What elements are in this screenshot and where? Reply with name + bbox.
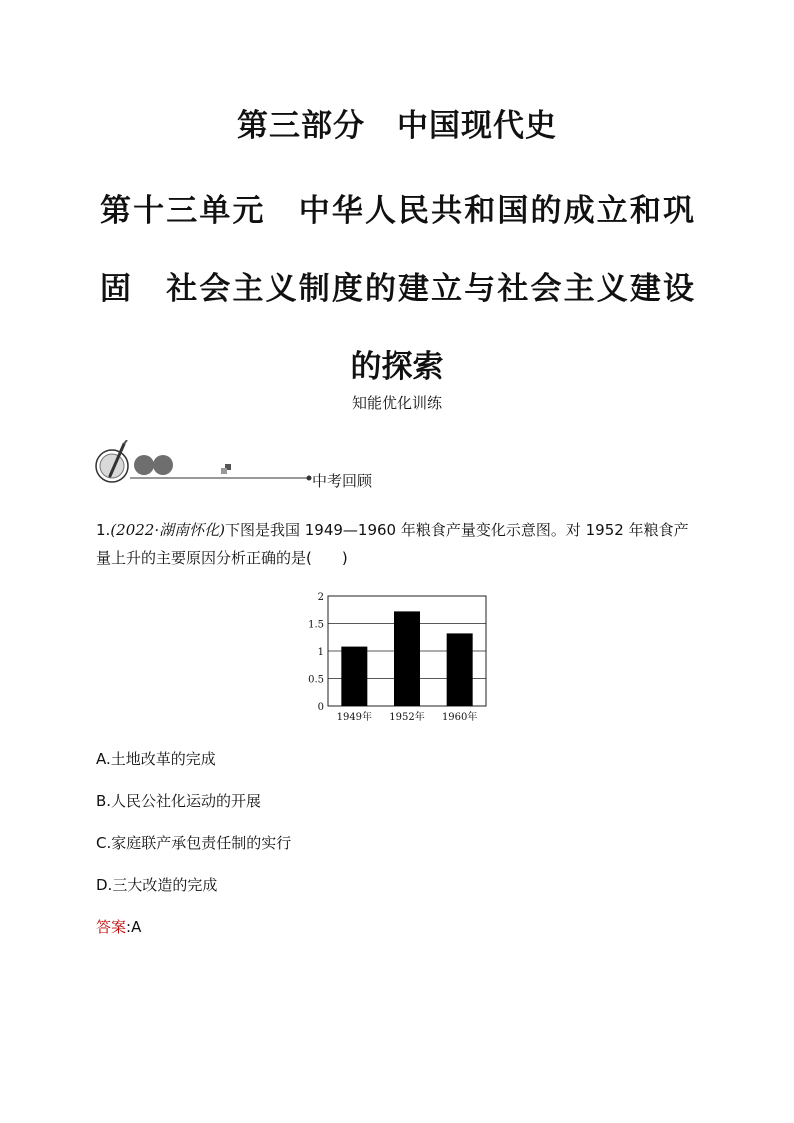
x-tick-label: 1949年 (336, 712, 373, 723)
subtitle: 知能优化训练 (351, 394, 442, 412)
x-tick-label: 1952年 (389, 712, 425, 723)
question-body: 下图是我国 1949—1960 年粮食产量变化示意图。对 1952 年粮食产量上升的主要原因分析正确的是( ) (96, 521, 689, 567)
bar (447, 633, 473, 706)
unit-title-line: 的探索 (350, 349, 444, 385)
unit-title-line: 第十三单元 中华人民共和国的成立和巩 (100, 193, 694, 229)
y-tick-label: 0 (317, 702, 324, 713)
x-tick-label: 1960年 (441, 712, 478, 723)
option-d[interactable]: D.三大改造的完成 (96, 876, 218, 894)
unit-title-line: 固 社会主义制度的建立与社会主义建设 (100, 271, 694, 307)
answer-label: 答案 (96, 918, 127, 936)
option-b[interactable]: B.人民公社化运动的开展 (96, 792, 262, 810)
option-a[interactable]: A.土地改革的完成 (96, 750, 216, 768)
y-tick-label: 0.5 (308, 674, 324, 686)
question-number: 1. (96, 521, 111, 539)
y-tick-label: 1 (317, 647, 324, 658)
unit-title (100, 172, 694, 406)
answer-value: :A (126, 918, 142, 936)
question-source: (2022·湖南怀化) (110, 521, 225, 539)
part-title: 第三部分 中国现代史 (237, 108, 557, 144)
section-label: 中考回顾 (312, 472, 373, 490)
bar (341, 647, 367, 706)
grain-production-chart (300, 588, 500, 728)
y-tick-label: 1.5 (308, 619, 324, 631)
option-c[interactable]: C.家庭联产承包责任制的实行 (96, 834, 292, 852)
answer (96, 916, 141, 937)
y-tick-label: 2 (317, 592, 324, 603)
section-header (94, 440, 394, 490)
bar (394, 611, 420, 706)
question-text (96, 516, 698, 572)
